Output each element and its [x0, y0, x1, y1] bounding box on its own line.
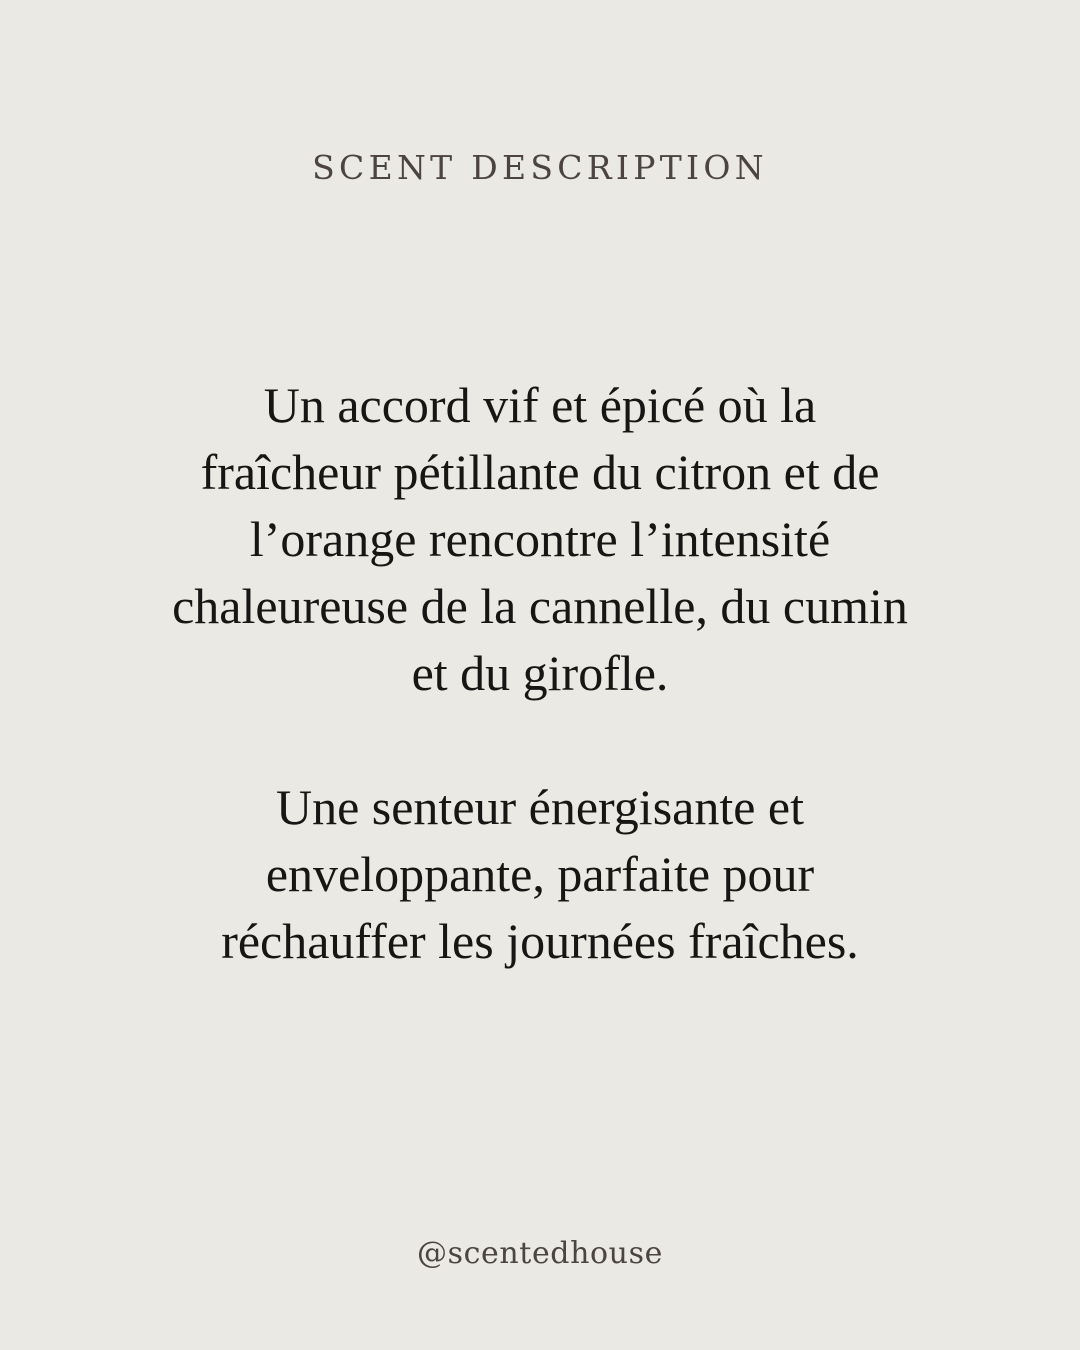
body-line: réchauffer les journées fraîches. [221, 913, 859, 969]
paragraph-accord [60, 372, 1020, 707]
body-line: Une senteur énergisante et [275, 779, 805, 835]
body-line: fraîcheur pétillante du citron et de [200, 444, 880, 500]
scent-description-text [60, 372, 1020, 975]
body-line: enveloppante, parfaite pour [265, 846, 815, 902]
body-line: Un accord vif et épicé où la [263, 377, 817, 433]
card-header-title: SCENT DESCRIPTION [312, 148, 768, 187]
paragraph-senteur [60, 774, 1020, 975]
social-handle: @scentedhouse [417, 1236, 663, 1271]
body-line: chaleureuse de la cannelle, du cumin [172, 578, 908, 634]
body-line: et du girofle. [411, 645, 669, 701]
body-line: l’orange rencontre l’intensité [249, 511, 831, 567]
